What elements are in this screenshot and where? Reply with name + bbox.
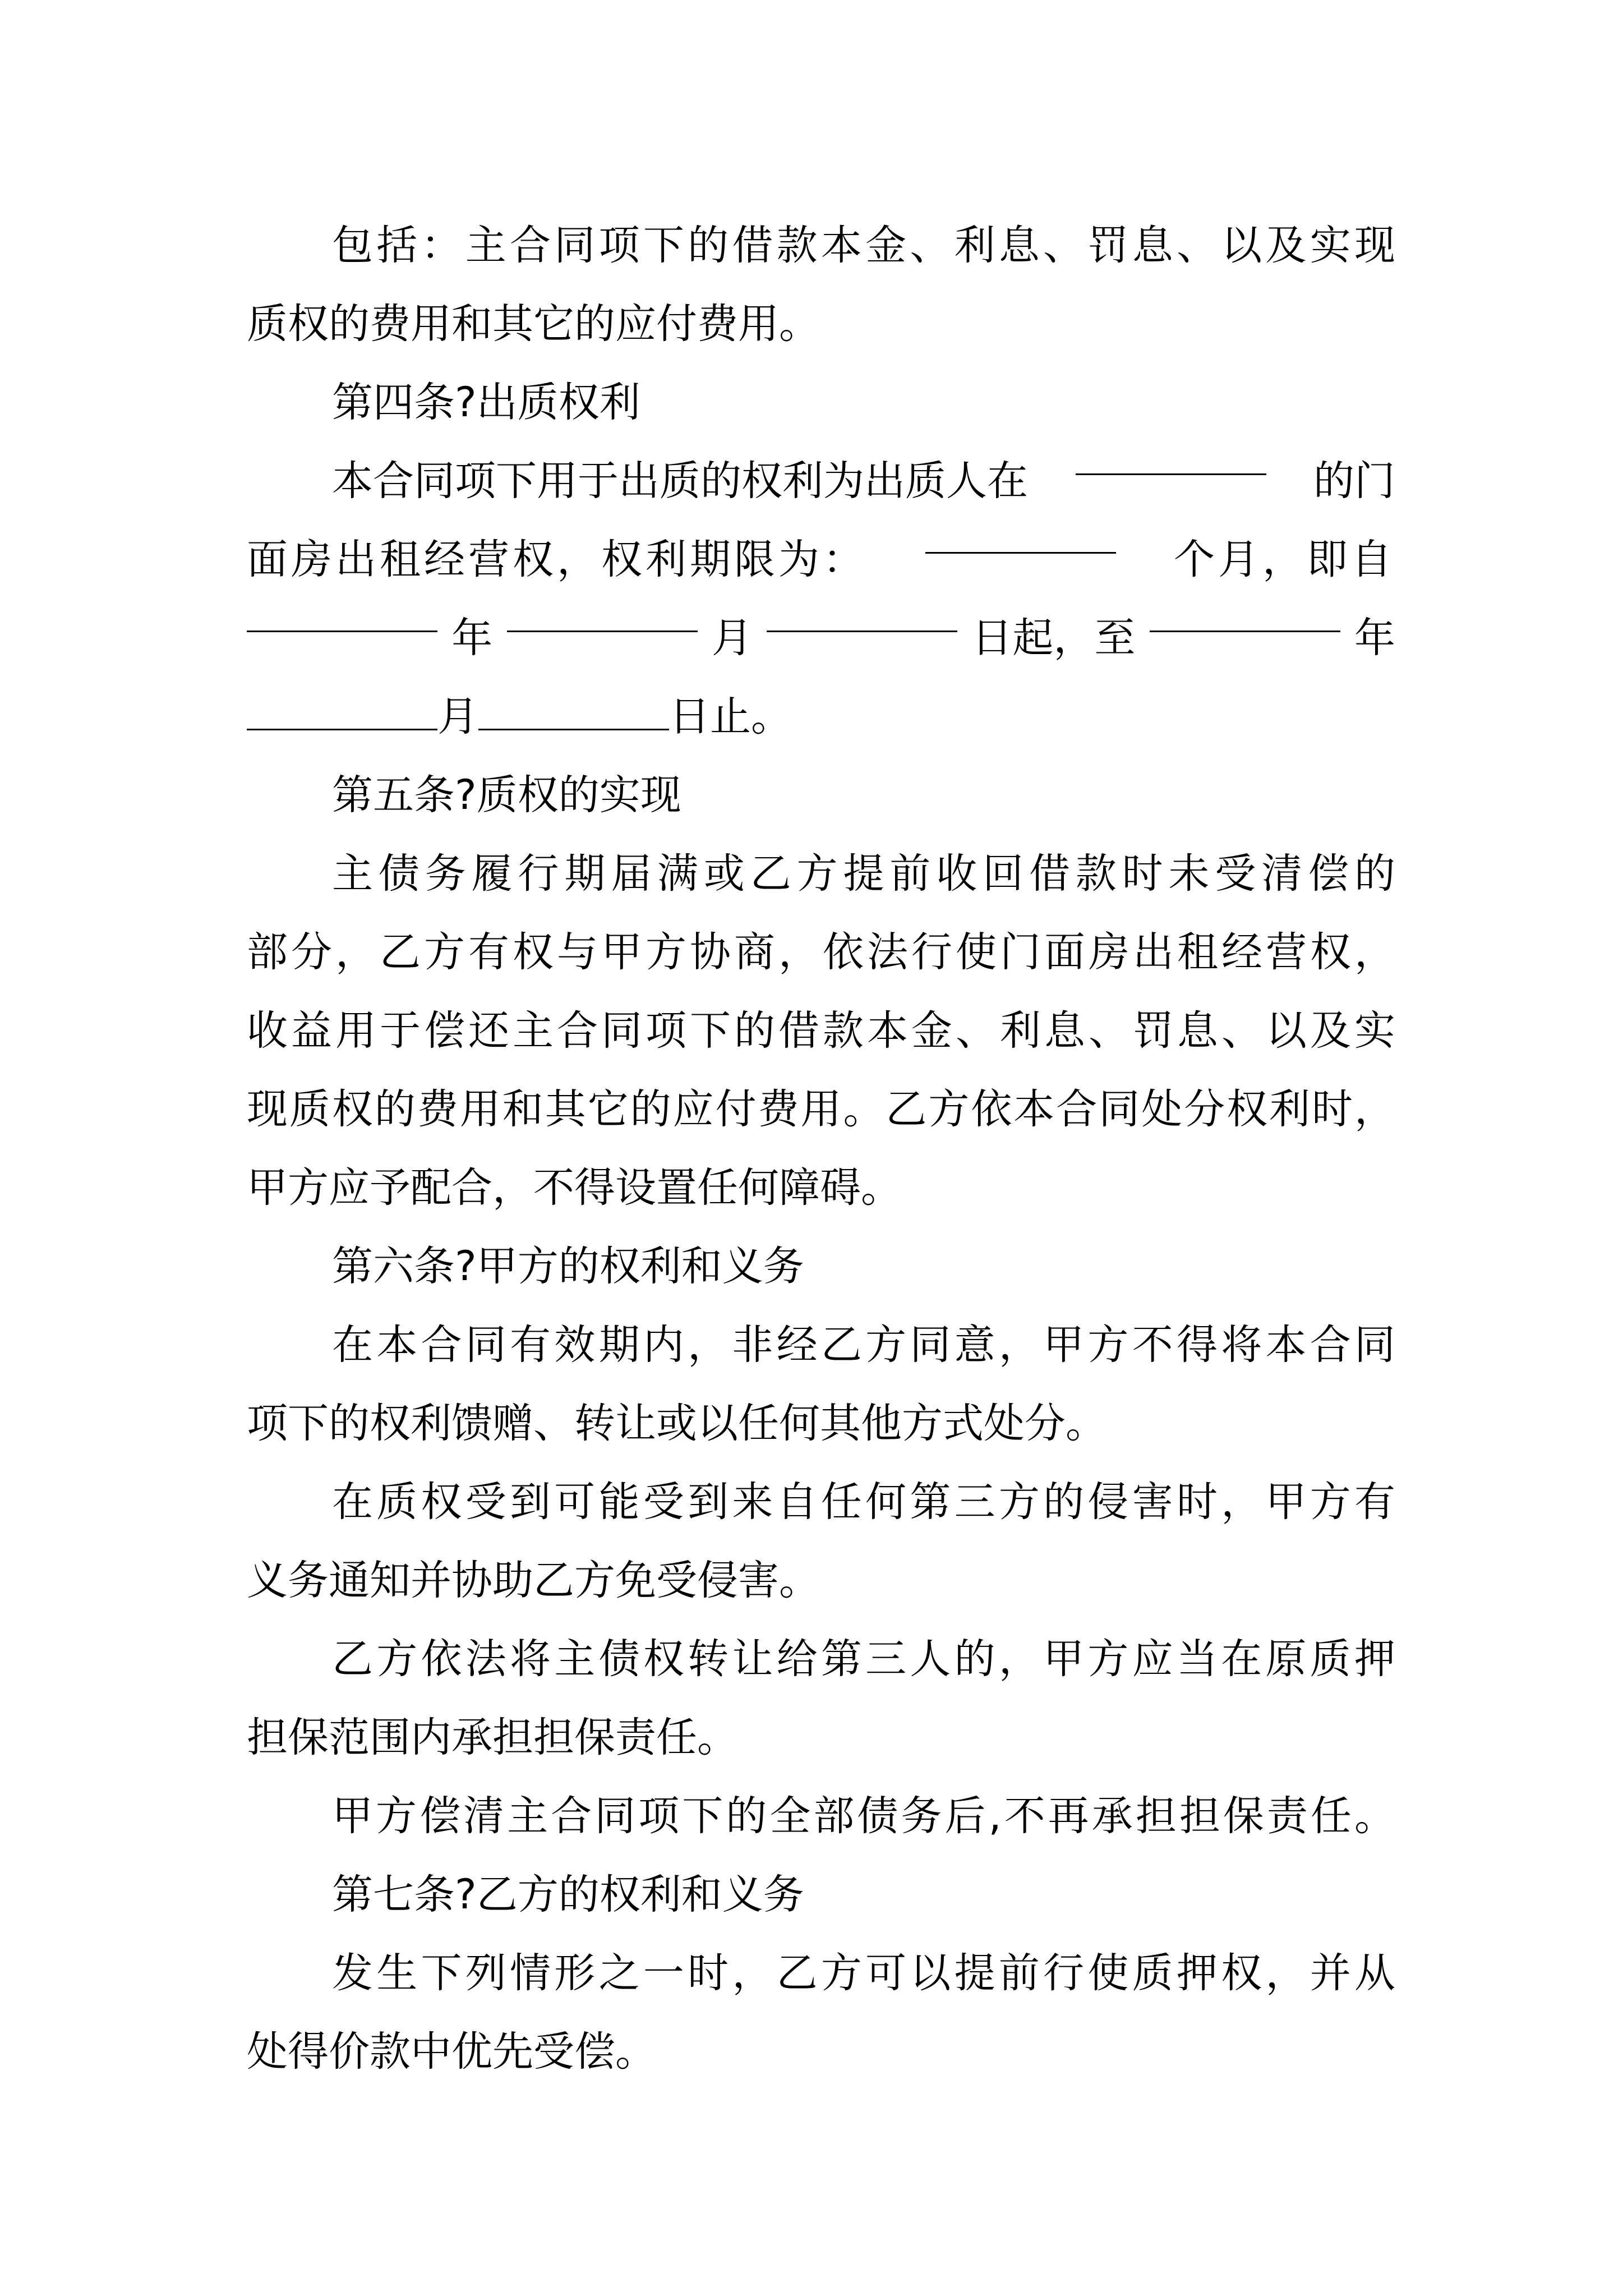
fill-blank	[247, 697, 437, 730]
text: 月	[711, 614, 753, 662]
paragraph-line	[247, 1070, 1395, 1149]
text: 面房出租经营权，权利期限为：	[247, 536, 867, 583]
paragraph-line	[247, 599, 1395, 678]
text: 担保范围内承担担保责任。	[247, 1714, 738, 1761]
paragraph-line	[247, 1777, 1395, 1856]
paragraph-line	[247, 1463, 1395, 1542]
text: 日止。	[669, 693, 792, 740]
text: 甲方应予配合，不得设置任何障碍。	[247, 1164, 902, 1212]
text: 年	[451, 614, 493, 662]
heading-text: 第六条?甲方的权利和义务	[332, 1243, 804, 1290]
text: 在本合同有效期内，非经乙方同意，甲方不得将本合同	[332, 1321, 1395, 1369]
paragraph-line	[247, 521, 1395, 599]
text: 日起，至	[971, 614, 1136, 662]
article-heading	[247, 756, 1395, 835]
paragraph-line	[247, 1620, 1395, 1699]
text: 质权的费用和其它的应付费用。	[247, 300, 820, 348]
fill-blank	[925, 521, 1116, 554]
paragraph-line	[247, 992, 1395, 1070]
text: 在质权受到可能受到来自任何第三方的侵害时，甲方有	[332, 1478, 1395, 1526]
paragraph-line	[247, 442, 1395, 521]
paragraph-line	[247, 1306, 1395, 1384]
text: 个月，即自	[1174, 536, 1395, 583]
fill-blank	[478, 697, 669, 730]
article-heading	[247, 1227, 1395, 1306]
article-heading	[247, 364, 1395, 442]
text: 部分，乙方有权与甲方协商，依法行使门面房出租经营权，	[247, 928, 1395, 976]
paragraph-line	[247, 1149, 1395, 1227]
heading-text: 第五条?质权的实现	[332, 771, 681, 819]
text: 本合同项下用于出质的权利为出质人在	[332, 457, 1028, 505]
fill-blank	[767, 599, 957, 632]
text: 发生下列情形之一时，乙方可以提前行使质押权，并从	[332, 1949, 1395, 1997]
heading-text: 第七条?乙方的权利和义务	[332, 1871, 804, 1918]
text: 乙方依法将主债权转让给第三人的，甲方应当在原质押	[332, 1635, 1395, 1683]
heading-text: 第四条?出质权利	[332, 379, 640, 426]
paragraph-line	[247, 2013, 1395, 2091]
text: 义务通知并协助乙方免受侵害。	[247, 1557, 820, 1604]
paragraph-line	[247, 285, 1395, 364]
text: 月	[437, 693, 478, 740]
text: 收益用于偿还主合同项下的借款本金、利息、罚息、以及实	[247, 1007, 1395, 1055]
document-body	[247, 206, 1395, 2091]
fill-blank	[507, 599, 698, 632]
paragraph-line	[247, 678, 1395, 756]
fill-blank	[247, 599, 437, 632]
text: 项下的权利馈赠、转让或以任何其他方式处分。	[247, 1400, 1106, 1447]
text: 现质权的费用和其它的应付费用。乙方依本合同处分权利时，	[247, 1085, 1395, 1133]
paragraph-line	[247, 1384, 1395, 1463]
fill-blank	[1150, 599, 1340, 632]
paragraph-line	[247, 206, 1395, 285]
paragraph-line	[247, 1542, 1395, 1620]
text: 主债务履行期届满或乙方提前收回借款时未受清偿的	[332, 850, 1395, 898]
article-heading	[247, 1856, 1395, 1934]
text: 的门	[1313, 457, 1395, 505]
text: 包括：主合同项下的借款本金、利息、罚息、以及实现	[332, 222, 1395, 269]
text: 年	[1354, 614, 1395, 662]
text: 甲方偿清主合同项下的全部债务后,不再承担担保责任。	[332, 1792, 1395, 1840]
text: 处得价款中优先受偿。	[247, 2028, 656, 2076]
paragraph-line	[247, 913, 1395, 992]
paragraph-line	[247, 835, 1395, 913]
fill-blank	[1076, 442, 1266, 475]
paragraph-line	[247, 1699, 1395, 1777]
paragraph-line	[247, 1934, 1395, 2013]
